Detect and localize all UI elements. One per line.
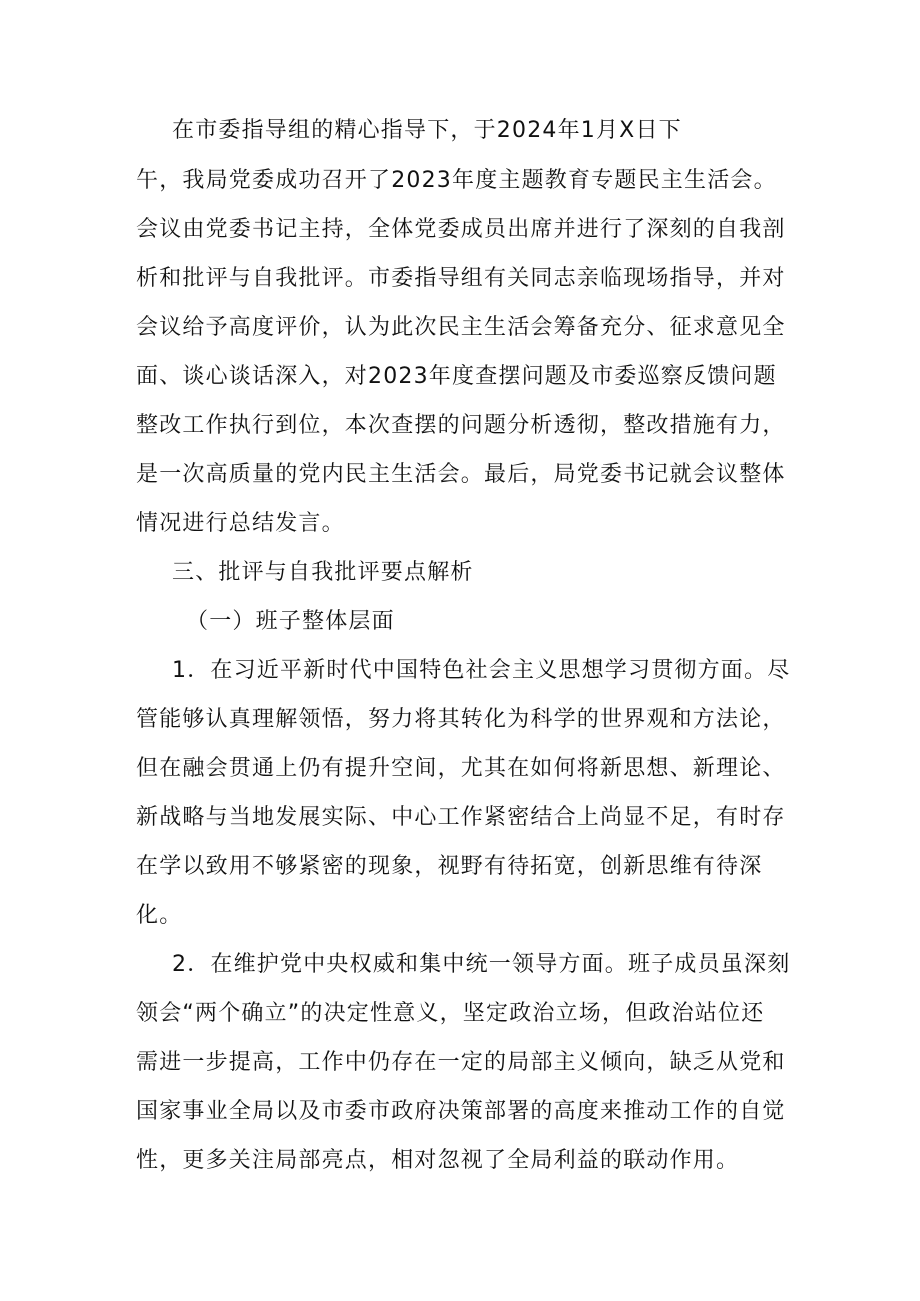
item-2-line-3: 需进一步提高，工作中仍存在一定的局部主义倾向，缺乏从党和 [136,1050,786,1075]
paragraph-1-line-2: 午，我局党委成功召开了2023年度主题教育专题民主生活会。 [136,168,777,193]
item-2-line-4: 国家事业全局以及市委市政府决策部署的高度来推动工作的自觉 [136,1099,786,1124]
paragraph-1-line-7: 整改工作执行到位，本次查摆的问题分析透彻，整改措施有力， [136,413,786,438]
subsection-1-heading: （一）班子整体层面 [186,609,395,634]
item-2-line-5: 性，更多关注局部亮点，相对忽视了全局利益的联动作用。 [136,1148,740,1173]
item-1-line-5: 在学以致用不够紧密的现象，视野有待拓宽，创新思维有待深 [136,854,763,879]
item-1-line-3: 但在融会贯通上仍有提升空间，尤其在如何将新思想、新理论、 [136,756,786,781]
item-1-line-4: 新战略与当地发展实际、中心工作紧密结合上尚显不足，有时存 [136,805,786,830]
paragraph-1-line-8: 是一次高质量的党内民主生活会。最后，局党委书记就会议整体 [136,462,786,487]
paragraph-1-line-9: 情况进行总结发言。 [136,511,345,536]
paragraph-1-line-4: 析和批评与自我批评。市委指导组有关同志亲临现场指导，并对 [136,266,786,291]
item-2-line-1: 2．在维护党中央权威和集中统一领导方面。班子成员虽深刻 [172,952,791,977]
item-2-line-2: 领会“两个确立”的决定性意义，坚定政治立场，但政治站位还 [136,1001,765,1026]
item-1-line-6: 化。 [136,903,183,928]
paragraph-1-line-1: 在市委指导组的精心指导下，于2024年1月X日下 [172,118,682,143]
paragraph-1-line-6: 面、谈心谈话深入，对2023年度查摆问题及市委巡察反馈问题 [136,364,777,389]
paragraph-1-line-5: 会议给予高度评价，认为此次民主生活会筹备充分、征求意见全 [136,315,786,340]
paragraph-1-line-3: 会议由党委书记主持，全体党委成员出席并进行了深刻的自我剖 [136,217,786,242]
item-1-line-2: 管能够认真理解领悟，努力将其转化为科学的世界观和方法论， [136,707,786,732]
section-3-heading: 三、批评与自我批评要点解析 [172,560,474,585]
item-1-line-1: 1．在习近平新时代中国特色社会主义思想学习贯彻方面。尽 [172,658,791,683]
